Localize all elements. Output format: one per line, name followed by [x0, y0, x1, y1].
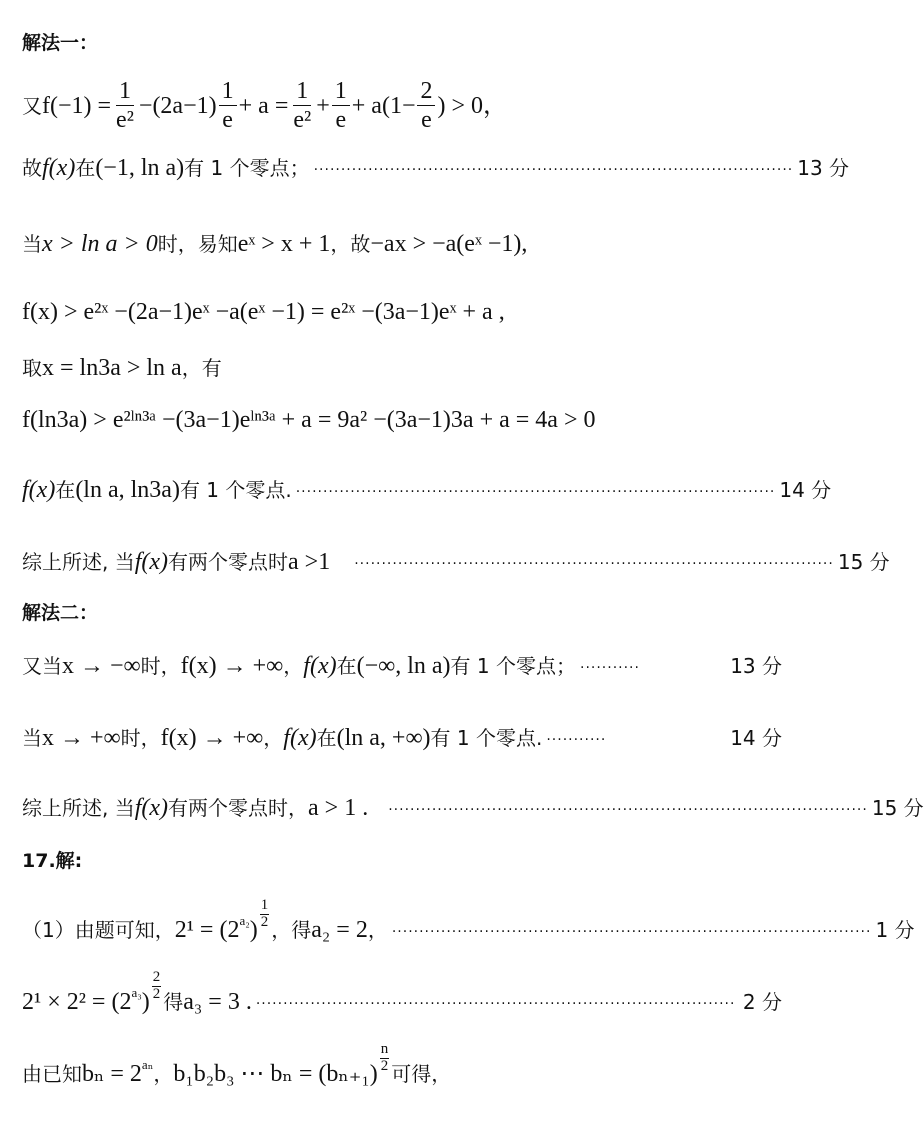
- score-label: 1 分: [875, 918, 915, 943]
- line-when-x-gt: 当 x > ln a > 0 时，易知 eˣ > x + 1 ，故 −ax > −a(eˣ −1),: [22, 231, 528, 257]
- fraction: $\frac{1}{\text{e²}}$: [116, 77, 134, 133]
- score-label: 14 分: [730, 726, 782, 750]
- score-label: 15 分: [871, 796, 924, 820]
- score-label: 15 分: [837, 550, 890, 574]
- line-f-ln3a: f(ln3a) > e²ˡⁿ³ᵃ −(3a−1)eˡⁿ³ᵃ + a = 9a² −(3a−1)3a + a = 4a > 0: [22, 407, 596, 433]
- line-x-to-pos-inf: 当 x → +∞ 时， f(x) → +∞ ， f(x) 在 (ln a, +∞) 有 1 个零点. ··········· 14 分: [22, 725, 782, 751]
- fraction: $\frac{1}{e}$: [332, 79, 350, 133]
- dot-leader: ························································································: [388, 802, 868, 818]
- method-one-heading: 解法一：: [22, 32, 99, 54]
- line-zero-point-1: 故 f(x) 在 (−1, ln a) 有 1 个零点； ························································································ 13 分: [22, 155, 850, 181]
- line-take-x: 取 x = ln3a > ln a ，有: [22, 355, 222, 381]
- score-label: 2 分: [742, 990, 782, 1015]
- dot-leader: ························································································: [255, 996, 736, 1013]
- method-two-heading: 解法二：: [22, 602, 99, 624]
- line-conclusion-2: 综上所述, 当 f(x) 有两个零点时， a > 1 . ························································································ 15 分: [22, 795, 924, 821]
- line-part-1: （1）由题可知， 2¹ = (2 a₂ ) $\frac{1}{2}$ ，得 a₂ = 2 ， ························································································ 1 分: [22, 897, 915, 944]
- line-a3: 2¹ × 2² = (2 a₃ ) $\frac{2}{2}$ 得 a₃ = 3 . ························································································ 2 分: [22, 969, 782, 1016]
- dot-leader: ···········: [546, 732, 607, 748]
- exponent-fraction: $\frac{n}{2}$: [380, 1041, 389, 1074]
- line-f-inequality: f(x) > e²ˣ −(2a−1)eˣ −a(eˣ −1) = e²ˣ −(3a−1)eˣ + a ,: [22, 299, 505, 325]
- line-x-to-neg-inf: 又当 x → −∞ 时， f(x) → +∞ ， f(x) 在 (−∞, ln a) 有 1 个零点； ··········· 13 分: [22, 653, 782, 679]
- fraction: $\frac{1}{e}$: [219, 79, 237, 133]
- dot-leader: ························································································: [391, 924, 872, 941]
- score-label: 13 分: [797, 156, 850, 180]
- exponent-fraction: $\frac{1}{2}$: [260, 897, 269, 930]
- line-conclusion-1: 综上所述, 当 f(x) 有两个零点时 a >1 ························································································ 15 分: [22, 549, 890, 575]
- score-label: 13 分: [730, 654, 782, 678]
- score-label: 14 分: [779, 478, 832, 502]
- exponent-fraction: $\frac{2}{2}$: [152, 969, 161, 1002]
- dot-leader: ························································································: [313, 162, 794, 178]
- fraction: $\frac{1}{\text{e²}}$: [293, 77, 312, 133]
- problem-17-heading: 17.解:: [22, 850, 83, 872]
- expr-part: f(−1) =: [42, 93, 112, 119]
- line-zero-point-2: f(x) 在 (ln a, ln3a) 有 1 个零点. ························································································ 14 分: [22, 477, 832, 503]
- dot-leader: ···········: [580, 660, 640, 676]
- line-f-minus-one: 又 f(−1) = $\frac{1}{\text{e²}}$ −(2a−1) $\frac{1}{e}$ + a = $\frac{1}{\text{e²}}$ + $\frac{1}{e}$ + a(1− $\frac{2}{e}$ ) > 0，: [22, 77, 508, 133]
- dot-leader: ························································································: [295, 484, 776, 500]
- dot-leader: ························································································: [354, 556, 834, 572]
- line-bn: 由已知 bₙ = 2 aₙ ， b₁b₂b₃ ⋯ bₙ = (bₙ₊₁) $\frac{n}{2}$ 可得，: [22, 1041, 452, 1088]
- fraction: $\frac{2}{e}$: [417, 79, 435, 133]
